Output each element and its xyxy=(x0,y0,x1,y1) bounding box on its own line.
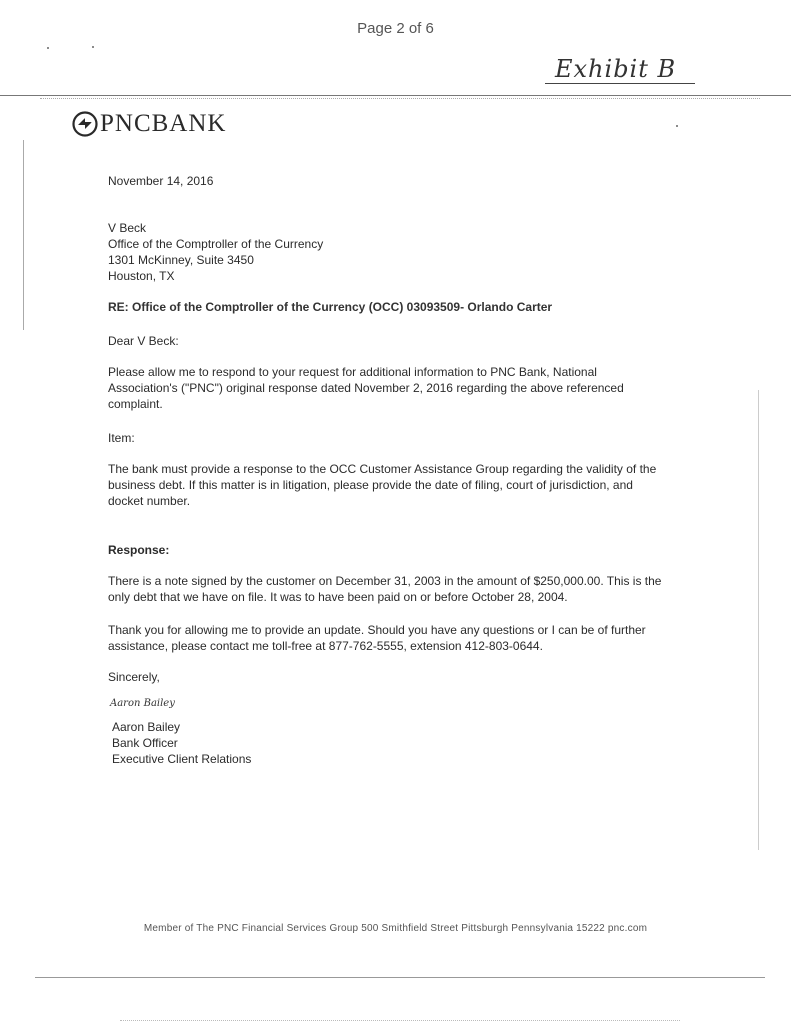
top-divider xyxy=(0,95,791,96)
response-heading: Response: xyxy=(108,543,170,557)
paragraph-line: Please allow me to respond to your request for additional information to PNC Bank, National xyxy=(108,365,597,379)
response-paragraph xyxy=(108,573,668,605)
recipient-office: Office of the Comptroller of the Currency xyxy=(108,237,324,251)
recipient-street: 1301 McKinney, Suite 3450 xyxy=(108,253,254,267)
paragraph-line: assistance, please contact me toll-free at 877-762-5555, extension 412-803-0644. xyxy=(108,639,543,653)
handwritten-signature: Aaron Bailey xyxy=(110,698,175,709)
bottom-divider xyxy=(35,977,765,978)
sign-off: Sincerely, xyxy=(108,670,160,684)
closing-paragraph xyxy=(108,622,668,654)
recipient-name: V Beck xyxy=(108,221,147,235)
signer-title: Bank Officer xyxy=(112,736,178,750)
scan-right-mark xyxy=(758,390,759,850)
paragraph-line: The bank must provide a response to the OCC Customer Assistance Group regarding the validity of the xyxy=(108,462,657,476)
paragraph-line: There is a note signed by the customer on December 31, 2003 in the amount of $250,000.00. This is the xyxy=(108,574,662,588)
salutation: Dear V Beck: xyxy=(108,334,179,348)
page-number-header: Page 2 of 6 xyxy=(357,20,434,37)
item-paragraph xyxy=(108,461,668,509)
pnc-logo xyxy=(72,110,226,138)
signer-block xyxy=(112,719,251,767)
paragraph-line: complaint. xyxy=(108,397,163,411)
intro-paragraph xyxy=(108,364,668,412)
paragraph-line: docket number. xyxy=(108,494,191,508)
scan-speck xyxy=(47,47,49,49)
scan-speck xyxy=(676,125,678,127)
re-line: RE: Office of the Comptroller of the Currency (OCC) 03093509- Orlando Carter xyxy=(108,300,553,314)
scan-margin-mark xyxy=(23,140,24,330)
exhibit-label: Exhibit B xyxy=(555,55,677,83)
logo-wordmark: PNCBANK xyxy=(100,110,227,137)
paragraph-line: only debt that we have on file. It was to have been paid on or before October 28, 2004. xyxy=(108,590,568,604)
recipient-city: Houston, TX xyxy=(108,269,175,283)
signer-department: Executive Client Relations xyxy=(112,752,252,766)
letter-footer: Member of The PNC Financial Services Group 500 Smithfield Street Pittsburgh Pennsylvania 15222 pnc.com xyxy=(143,923,648,934)
bottom-divider-faint xyxy=(120,1020,680,1021)
pnc-logo-icon xyxy=(72,111,98,137)
paragraph-line: Association's ("PNC") original response dated November 2, 2016 regarding the above referenced xyxy=(108,381,624,395)
letter-date: November 14, 2016 xyxy=(108,174,214,188)
exhibit-underline xyxy=(545,83,695,84)
recipient-address xyxy=(108,220,323,284)
item-heading: Item: xyxy=(108,431,135,445)
signer-name: Aaron Bailey xyxy=(112,720,181,734)
paragraph-line: Thank you for allowing me to provide an update. Should you have any questions or I can be of further xyxy=(108,623,646,637)
paragraph-line: business debt. If this matter is in litigation, please provide the date of filing, court of jurisdiction, and xyxy=(108,478,633,492)
top-divider-faint xyxy=(40,98,760,99)
scan-speck xyxy=(92,46,94,48)
